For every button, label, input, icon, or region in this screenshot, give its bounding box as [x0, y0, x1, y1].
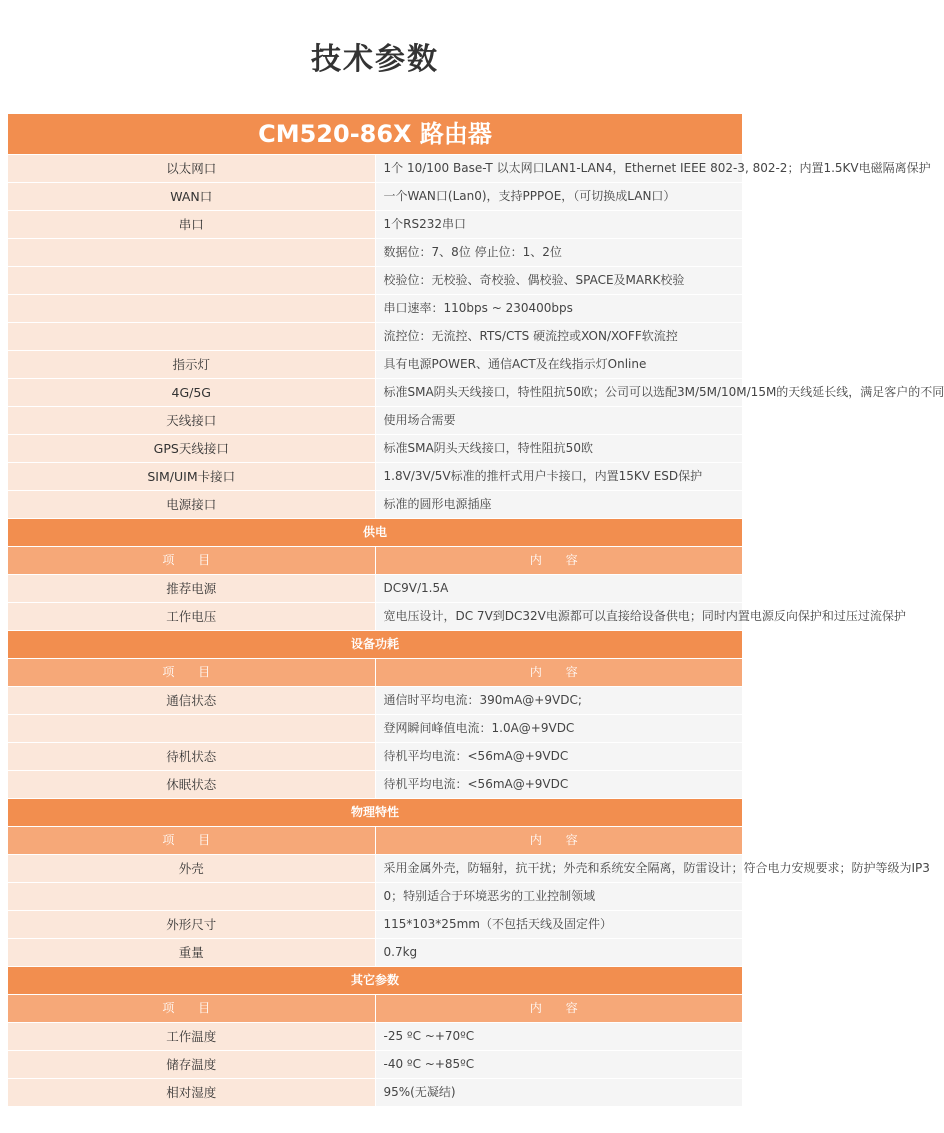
table-row: [8, 183, 742, 211]
table-row: [8, 463, 742, 491]
section-title: 其它参数: [8, 967, 742, 995]
row-label: 天线接口: [8, 407, 375, 435]
row-label: GPS天线接口: [8, 435, 375, 463]
table-row: [8, 351, 742, 379]
row-label: [8, 323, 375, 351]
row-value: DC9V/1.5A: [375, 575, 742, 603]
column-header-row: [8, 827, 742, 855]
row-value: 115*103*25mm（不包括天线及固定件）: [375, 911, 742, 939]
row-value: -25 ºC ~+70ºC: [375, 1023, 742, 1051]
row-value: 通信时平均电流：390mA@+9VDC;: [375, 687, 742, 715]
column-header-content: 内 容: [375, 659, 742, 687]
table-row: [8, 323, 742, 351]
row-label: 重量: [8, 939, 375, 967]
row-label: 外壳: [8, 855, 375, 883]
column-header-item: 项 目: [8, 827, 375, 855]
column-header-content: 内 容: [375, 995, 742, 1023]
spec-table: [8, 114, 944, 1107]
spec-table-body: [8, 114, 944, 1107]
column-header-content: 内 容: [375, 827, 742, 855]
row-value: 流控位：无流控、RTS/CTS 硬流控或XON/XOFF软流控: [375, 323, 742, 351]
table-row: [8, 1023, 742, 1051]
row-value: 待机平均电流：<56mA@+9VDC: [375, 743, 742, 771]
row-label: [8, 715, 375, 743]
row-label: 休眠状态: [8, 771, 375, 799]
row-value: 0；特别适合于环境恶劣的工业控制领域: [375, 883, 742, 911]
main-title-row: [8, 114, 742, 155]
table-row: [8, 687, 742, 715]
row-label: 电源接口: [8, 491, 375, 519]
row-label: 工作温度: [8, 1023, 375, 1051]
section-title: 供电: [8, 519, 742, 547]
row-value: 数据位：7、8位 停止位：1、2位: [375, 239, 742, 267]
row-label: 推荐电源: [8, 575, 375, 603]
row-value: -40 ºC ~+85ºC: [375, 1051, 742, 1079]
row-value: 标准的圆形电源插座: [375, 491, 742, 519]
table-row: [8, 1079, 742, 1107]
row-label: 4G/5G: [8, 379, 375, 407]
row-value: 宽电压设计，DC 7V到DC32V电源都可以直接给设备供电；同时内置电源反向保护和过压过流保护: [375, 603, 742, 631]
row-value: 一个WAN口(Lan0)，支持PPPOE，（可切换成LAN口）: [375, 183, 742, 211]
row-label: 相对湿度: [8, 1079, 375, 1107]
row-value: 标准SMA阴头天线接口，特性阻抗50欧: [375, 435, 742, 463]
table-row: [8, 379, 742, 407]
row-value: 标准SMA阴头天线接口，特性阻抗50欧；公司可以选配3M/5M/10M/15M的天线延长线，满足客户的不同: [375, 379, 742, 407]
page-title: 技术参数: [311, 42, 439, 77]
table-row: [8, 435, 742, 463]
row-label: 指示灯: [8, 351, 375, 379]
row-value: 使用场合需要: [375, 407, 742, 435]
row-label: 待机状态: [8, 743, 375, 771]
table-row: [8, 939, 742, 967]
row-label: [8, 267, 375, 295]
table-row: [8, 211, 742, 239]
column-header-content: 内 容: [375, 547, 742, 575]
row-label: [8, 239, 375, 267]
table-row: [8, 883, 742, 911]
row-label: 储存温度: [8, 1051, 375, 1079]
section-header-row: [8, 631, 742, 659]
table-row: [8, 407, 742, 435]
section-header-row: [8, 799, 742, 827]
table-row: [8, 743, 742, 771]
table-row: [8, 715, 742, 743]
table-row: [8, 155, 742, 183]
section-header-row: [8, 967, 742, 995]
row-label: 通信状态: [8, 687, 375, 715]
table-row: [8, 911, 742, 939]
row-value: 具有电源POWER、通信ACT及在线指示灯Online: [375, 351, 742, 379]
section-header-row: [8, 519, 742, 547]
table-row: [8, 491, 742, 519]
table-row: [8, 1051, 742, 1079]
row-label: 外形尺寸: [8, 911, 375, 939]
row-label: 串口: [8, 211, 375, 239]
column-header-row: [8, 547, 742, 575]
row-value: 待机平均电流：<56mA@+9VDC: [375, 771, 742, 799]
column-header-row: [8, 659, 742, 687]
section-title: 设备功耗: [8, 631, 742, 659]
row-value: 1个 10/100 Base-T 以太网口LAN1-LAN4，Ethernet IEEE 802-3, 802-2；内置1.5KV电磁隔离保护: [375, 155, 742, 183]
column-header-item: 项 目: [8, 659, 375, 687]
section-title: 物理特性: [8, 799, 742, 827]
table-row: [8, 239, 742, 267]
table-row: [8, 575, 742, 603]
row-value: 校验位：无校验、奇校验、偶校验、SPACE及MARK校验: [375, 267, 742, 295]
row-label: [8, 883, 375, 911]
table-row: [8, 771, 742, 799]
main-title: CM520-86X 路由器: [8, 114, 742, 155]
table-row: [8, 295, 742, 323]
table-row: [8, 855, 742, 883]
row-label: [8, 295, 375, 323]
row-value: 95%(无凝结): [375, 1079, 742, 1107]
row-value: 采用金属外壳，防辐射，抗干扰；外壳和系统安全隔离，防雷设计；符合电力安规要求；防护等级为IP3: [375, 855, 742, 883]
row-label: 工作电压: [8, 603, 375, 631]
column-header-item: 项 目: [8, 547, 375, 575]
row-label: SIM/UIM卡接口: [8, 463, 375, 491]
row-value: 登网瞬间峰值电流：1.0A@+9VDC: [375, 715, 742, 743]
row-label: WAN口: [8, 183, 375, 211]
row-value: 1个RS232串口: [375, 211, 742, 239]
row-value: 串口速率：110bps ~ 230400bps: [375, 295, 742, 323]
row-value: 0.7kg: [375, 939, 742, 967]
column-header-item: 项 目: [8, 995, 375, 1023]
table-row: [8, 603, 742, 631]
table-row: [8, 267, 742, 295]
row-label: 以太网口: [8, 155, 375, 183]
column-header-row: [8, 995, 742, 1023]
row-value: 1.8V/3V/5V标准的推杆式用户卡接口，内置15KV ESD保护: [375, 463, 742, 491]
